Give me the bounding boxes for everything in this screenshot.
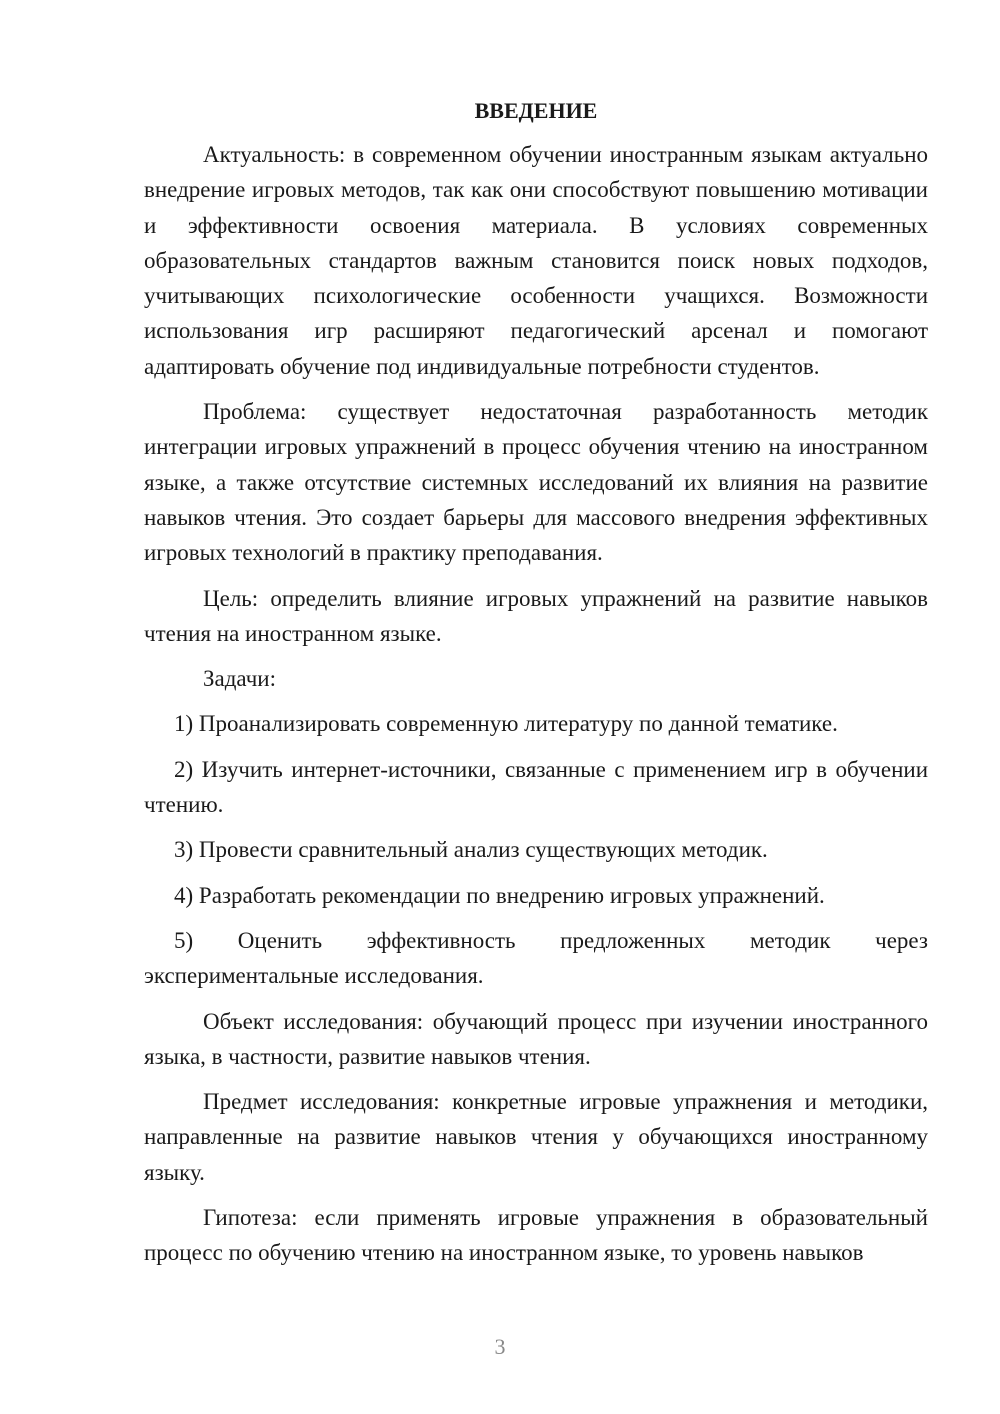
task-item-2: 2) Изучить интернет-источники, связанные с применением игр в обучении чтению. xyxy=(144,756,928,818)
page-number: 3 xyxy=(494,1334,506,1359)
paragraph-goal: Цель: определить влияние игровых упражнений на развитие навыков чтения на иностранном языке. xyxy=(144,585,928,646)
task-item-5: 5) Оценить эффективность предложенных методик через экспериментальные исследования. xyxy=(144,927,928,989)
paragraph-tasks-heading: Задачи: xyxy=(203,666,276,692)
paragraph-hypothesis: Гипотеза: если применять игровые упражнения в образовательный процесс по обучению чтению на иностранном языке, то уровень навыков xyxy=(144,1205,928,1266)
section-title: ВВЕДЕНИЕ xyxy=(474,98,598,123)
paragraph-relevance: Актуальность: в современном обучении иностранным языкам актуально внедрение игровых методов, так как они способствуют повышению мотивации и эффективности освоения материала. В условиях современных образовательных стандартов важным становится поиск новых подходов, учитывающих психологические особенности учащихся. Возможности использования игр расширяют педагогический арсенал и помогают адаптировать обучение под индивидуальные потребности студентов. xyxy=(144,142,928,379)
task-item-1: 1) Проанализировать современную литературу по данной тематике. xyxy=(174,711,838,737)
task-item-3: 3) Провести сравнительный анализ существующих методик. xyxy=(174,837,768,863)
page-content xyxy=(144,95,928,1281)
paragraph-object: Объект исследования: обучающий процесс при изучении иностранного языка, в частности, развитие навыков чтения. xyxy=(144,1008,928,1069)
paragraph-problem: Проблема: существует недостаточная разработанность методик интеграции игровых упражнений в процесс обучения чтению на иностранном языке, а также отсутствие системных исследований их влияния на развитие навыков чтения. Это создает барьеры для массового внедрения эффективных игровых технологий в практику преподавания. xyxy=(144,399,928,566)
task-item-4: 4) Разработать рекомендации по внедрению игровых упражнений. xyxy=(174,882,825,908)
paragraph-subject: Предмет исследования: конкретные игровые упражнения и методики, направленные на развитие навыков чтения у обучающихся иностранному языку. xyxy=(144,1089,928,1185)
